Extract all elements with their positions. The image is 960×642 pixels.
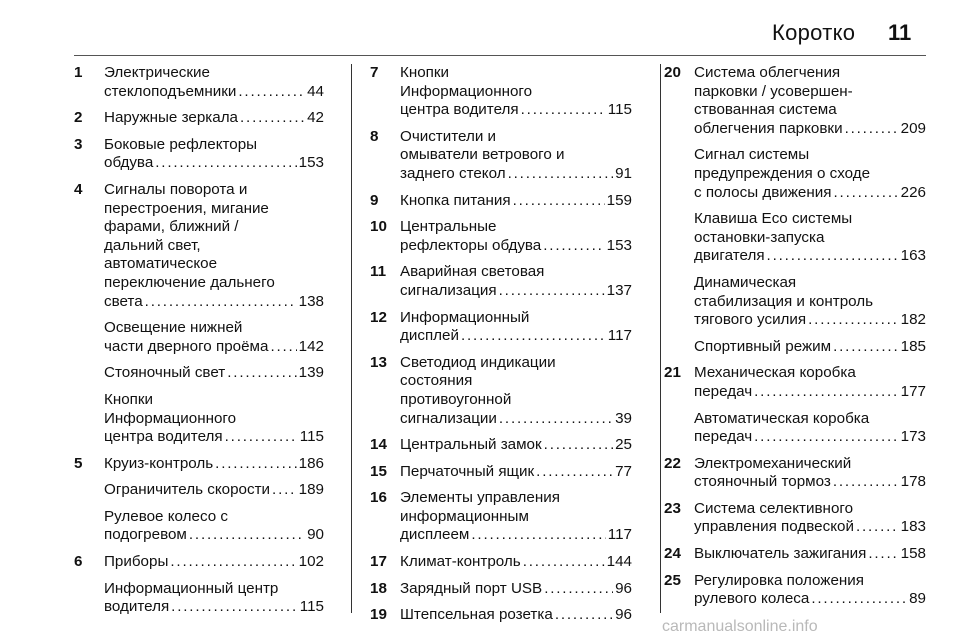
entry-line bbox=[104, 338, 324, 357]
entry-line: предупреждения о сходе bbox=[694, 164, 871, 182]
index-entry bbox=[74, 508, 324, 545]
entry-line bbox=[400, 282, 632, 301]
entry-line: Электромеханический bbox=[694, 454, 852, 472]
entry-text: центра водителя bbox=[400, 101, 519, 119]
dot-leader bbox=[868, 545, 898, 564]
entry-line bbox=[104, 455, 324, 474]
item-number: 9 bbox=[370, 191, 379, 209]
entry-line: Аварийная световая bbox=[400, 263, 545, 281]
entry-text: облегчения парковки bbox=[694, 119, 843, 137]
entry-text: передач bbox=[694, 428, 753, 446]
item-number: 21 bbox=[664, 364, 681, 382]
page-reference: 96 bbox=[615, 606, 632, 624]
dot-leader bbox=[523, 553, 605, 572]
dot-leader bbox=[145, 293, 297, 312]
entry-line: Регулировка положения bbox=[694, 571, 865, 589]
entry-line: парковки / усовершен- bbox=[694, 82, 853, 100]
entry-line: Очистители и bbox=[400, 127, 497, 145]
dot-leader bbox=[461, 327, 606, 346]
entry-line: Система облегчения bbox=[694, 64, 841, 81]
dot-leader bbox=[754, 383, 899, 402]
index-entry bbox=[664, 455, 926, 492]
page-title: Коротко bbox=[772, 20, 856, 45]
page-reference: 153 bbox=[298, 154, 324, 172]
entry-line bbox=[400, 553, 632, 572]
index-entry bbox=[74, 580, 324, 617]
entry-line bbox=[694, 545, 926, 564]
page-reference: 183 bbox=[900, 518, 926, 536]
entry-text: Выключатель зажигания bbox=[694, 545, 867, 563]
entry-text: сигнализация bbox=[400, 281, 497, 299]
entry-line: информационным bbox=[400, 507, 529, 525]
entry-text: тягового усилия bbox=[694, 311, 807, 329]
entry-text: Ограничитель скорости bbox=[104, 481, 271, 499]
entry-line bbox=[400, 327, 632, 346]
entry-line: Сигнал системы bbox=[694, 146, 810, 164]
index-entry bbox=[370, 192, 632, 211]
item-number: 19 bbox=[370, 606, 387, 624]
item-number: 25 bbox=[664, 571, 681, 589]
entry-line bbox=[400, 237, 632, 256]
index-entry bbox=[74, 319, 324, 356]
index-entry bbox=[370, 463, 632, 482]
entry-text: с полосы движения bbox=[694, 183, 832, 201]
entry-line bbox=[400, 101, 632, 120]
dot-leader bbox=[544, 580, 613, 599]
item-number: 2 bbox=[74, 109, 83, 127]
page-reference: 139 bbox=[298, 364, 324, 382]
dot-leader bbox=[189, 526, 305, 545]
index-entry bbox=[370, 354, 632, 428]
item-number: 24 bbox=[664, 545, 681, 563]
entry-text: двигателя bbox=[694, 247, 765, 265]
entry-text: центра водителя bbox=[104, 428, 223, 446]
page-reference: 39 bbox=[615, 409, 632, 427]
page-reference: 115 bbox=[607, 101, 632, 119]
entry-line bbox=[400, 606, 632, 625]
entry-line: омыватели ветрового и bbox=[400, 146, 565, 164]
index-entry bbox=[74, 455, 324, 474]
entry-line: автоматическое bbox=[104, 255, 218, 273]
index-entry bbox=[664, 572, 926, 609]
entry-line bbox=[400, 165, 632, 184]
entry-text: подогревом bbox=[104, 526, 187, 544]
index-entry bbox=[664, 364, 926, 401]
entry-line bbox=[694, 311, 926, 330]
index-column-3 bbox=[664, 64, 926, 614]
index-entry bbox=[664, 338, 926, 357]
item-number: 14 bbox=[370, 436, 387, 454]
dot-leader bbox=[499, 282, 605, 301]
entry-text: сигнализации bbox=[400, 409, 497, 427]
page-reference: 186 bbox=[298, 454, 324, 472]
index-entry bbox=[664, 545, 926, 564]
entry-text: стояночный тормоз bbox=[694, 473, 831, 491]
index-entry bbox=[664, 146, 926, 202]
item-number: 1 bbox=[74, 64, 83, 81]
index-entry bbox=[370, 64, 632, 120]
item-number: 16 bbox=[370, 489, 387, 507]
page-reference: 226 bbox=[900, 183, 926, 201]
index-entry bbox=[370, 218, 632, 255]
item-number: 23 bbox=[664, 499, 681, 517]
entry-line: Рулевое колесо с bbox=[104, 507, 228, 525]
page-reference: 182 bbox=[900, 311, 926, 329]
page-reference: 90 bbox=[307, 526, 324, 544]
entry-text: Стояночный свет bbox=[104, 364, 226, 382]
dot-leader bbox=[508, 165, 614, 184]
entry-line bbox=[400, 526, 632, 545]
dot-leader bbox=[238, 83, 305, 102]
dot-leader bbox=[833, 338, 899, 357]
index-entry bbox=[664, 274, 926, 330]
dot-leader bbox=[499, 410, 613, 429]
index-entry bbox=[74, 391, 324, 447]
dot-leader bbox=[155, 154, 296, 173]
entry-line: Центральные bbox=[400, 218, 497, 236]
entry-text: Наружные зеркала bbox=[104, 109, 239, 127]
entry-line bbox=[400, 192, 632, 211]
dot-leader bbox=[240, 109, 305, 128]
column-divider bbox=[660, 64, 661, 613]
index-entry bbox=[664, 64, 926, 138]
entry-line: Механическая коробка bbox=[694, 364, 856, 382]
entry-text: заднего стекол bbox=[400, 164, 506, 182]
index-entry bbox=[664, 500, 926, 537]
index-column-2 bbox=[370, 64, 632, 624]
entry-text: водителя bbox=[104, 598, 170, 616]
index-entry bbox=[370, 309, 632, 346]
entry-line bbox=[104, 428, 324, 447]
page-reference: 117 bbox=[607, 526, 632, 544]
item-number: 13 bbox=[370, 353, 387, 371]
page-reference: 89 bbox=[909, 590, 926, 608]
dot-leader bbox=[171, 598, 298, 617]
entry-line: Информационный центр bbox=[104, 579, 279, 597]
page-reference: 158 bbox=[900, 545, 926, 563]
entry-line bbox=[400, 463, 632, 482]
entry-line: Сигналы поворота и bbox=[104, 180, 248, 198]
entry-line: переключение дальнего bbox=[104, 273, 275, 291]
page-reference: 115 bbox=[299, 428, 324, 446]
page-reference: 44 bbox=[307, 82, 324, 100]
entry-line: остановки-запуска bbox=[694, 228, 825, 246]
entry-line bbox=[104, 526, 324, 545]
item-number: 3 bbox=[74, 135, 83, 153]
dot-leader bbox=[808, 311, 899, 330]
entry-line bbox=[104, 154, 324, 173]
index-column-1 bbox=[74, 64, 324, 614]
entry-line bbox=[104, 109, 324, 128]
entry-line: Информационный bbox=[400, 308, 530, 326]
entry-line: Динамическая bbox=[694, 273, 797, 291]
page-reference: 137 bbox=[606, 281, 632, 299]
dot-leader bbox=[833, 184, 898, 203]
index-entry bbox=[370, 128, 632, 184]
item-number: 4 bbox=[74, 180, 83, 198]
item-number: 15 bbox=[370, 462, 387, 480]
page-reference: 138 bbox=[298, 292, 324, 310]
index-entry bbox=[370, 553, 632, 572]
page-reference: 42 bbox=[307, 109, 324, 127]
index-entry bbox=[370, 580, 632, 599]
index-entry bbox=[74, 64, 324, 101]
entry-line: фарами, ближний / bbox=[104, 218, 239, 236]
index-entry bbox=[370, 489, 632, 545]
item-number: 20 bbox=[664, 64, 681, 81]
item-number: 18 bbox=[370, 579, 387, 597]
item-number: 11 bbox=[370, 263, 387, 281]
item-number: 22 bbox=[664, 454, 681, 472]
entry-line bbox=[400, 410, 632, 429]
dot-leader bbox=[856, 518, 899, 537]
entry-text: рефлекторы обдува bbox=[400, 236, 542, 254]
entry-line bbox=[694, 338, 926, 357]
dot-leader bbox=[270, 338, 296, 357]
item-number: 5 bbox=[74, 454, 83, 472]
entry-text: части дверного проёма bbox=[104, 337, 269, 355]
page-reference: 153 bbox=[606, 236, 632, 254]
page-reference: 91 bbox=[615, 164, 632, 182]
dot-leader bbox=[521, 101, 606, 120]
dot-leader bbox=[833, 473, 899, 492]
page-reference: 115 bbox=[299, 598, 324, 616]
entry-line bbox=[104, 553, 324, 572]
entry-line: Кнопки bbox=[104, 390, 154, 408]
page-reference: 189 bbox=[298, 481, 324, 499]
header-rule bbox=[74, 55, 926, 56]
dot-leader bbox=[543, 237, 604, 256]
item-number: 8 bbox=[370, 127, 379, 145]
dot-leader bbox=[215, 455, 296, 474]
page-reference: 178 bbox=[900, 473, 926, 491]
index-entry bbox=[74, 481, 324, 500]
entry-line: Кнопки bbox=[400, 64, 450, 81]
entry-line: дальний свет, bbox=[104, 236, 201, 254]
entry-line: Клавиша Eco системы bbox=[694, 210, 853, 228]
page-reference: 102 bbox=[298, 553, 324, 571]
entry-text: Перчаточный ящик bbox=[400, 462, 535, 480]
entry-line: Информационного bbox=[104, 409, 237, 427]
entry-line: ствованная система bbox=[694, 101, 837, 119]
entry-line bbox=[104, 364, 324, 383]
index-entry bbox=[74, 181, 324, 311]
entry-line bbox=[104, 83, 324, 102]
dot-leader bbox=[544, 436, 613, 455]
index-entry bbox=[664, 410, 926, 447]
page-reference: 144 bbox=[606, 553, 632, 571]
entry-line bbox=[694, 590, 926, 609]
dot-leader bbox=[272, 481, 297, 500]
item-number: 12 bbox=[370, 308, 387, 326]
item-number: 17 bbox=[370, 553, 387, 571]
entry-text: управления подвеской bbox=[694, 518, 854, 536]
dot-leader bbox=[811, 590, 907, 609]
entry-text: Штепсельная розетка bbox=[400, 606, 553, 624]
entry-text: Спортивный режим bbox=[694, 337, 832, 355]
entry-line bbox=[400, 580, 632, 599]
page-reference: 173 bbox=[900, 428, 926, 446]
index-entry bbox=[370, 436, 632, 455]
entry-line: Боковые рефлекторы bbox=[104, 135, 258, 153]
dot-leader bbox=[754, 428, 899, 447]
entry-text: стеклоподъемники bbox=[104, 82, 237, 100]
entry-line: противоугонной bbox=[400, 390, 512, 408]
entry-line bbox=[104, 293, 324, 312]
dot-leader bbox=[845, 120, 899, 139]
entry-line bbox=[694, 518, 926, 537]
column-divider bbox=[351, 64, 352, 613]
entry-text: Приборы bbox=[104, 553, 169, 571]
entry-text: Зарядный порт USB bbox=[400, 579, 543, 597]
item-number: 6 bbox=[74, 553, 83, 571]
dot-leader bbox=[471, 526, 605, 545]
page-number: 11 bbox=[888, 20, 912, 45]
dot-leader bbox=[536, 463, 613, 482]
index-entry bbox=[370, 263, 632, 300]
entry-text: Климат-контроль bbox=[400, 553, 521, 571]
entry-line bbox=[694, 473, 926, 492]
entry-text: Центральный замок bbox=[400, 436, 542, 454]
entry-text: передач bbox=[694, 382, 753, 400]
page-reference: 117 bbox=[607, 327, 632, 345]
watermark: carmanualsonline.info bbox=[662, 618, 818, 635]
page-reference: 25 bbox=[615, 436, 632, 454]
index-entry bbox=[74, 136, 324, 173]
page-reference: 142 bbox=[298, 337, 324, 355]
entry-text: дисплеем bbox=[400, 526, 470, 544]
item-number: 7 bbox=[370, 64, 379, 81]
dot-leader bbox=[767, 247, 899, 266]
dot-leader bbox=[170, 553, 296, 572]
entry-line bbox=[694, 383, 926, 402]
entry-text: дисплей bbox=[400, 327, 459, 345]
index-entry bbox=[74, 364, 324, 383]
entry-line bbox=[104, 481, 324, 500]
entry-line bbox=[694, 247, 926, 266]
dot-leader bbox=[225, 428, 298, 447]
entry-line bbox=[694, 120, 926, 139]
entry-line: стабилизация и контроль bbox=[694, 292, 874, 310]
page-reference: 185 bbox=[900, 337, 926, 355]
index-entry bbox=[74, 109, 324, 128]
item-number: 10 bbox=[370, 218, 387, 236]
index-entry bbox=[74, 553, 324, 572]
entry-text: света bbox=[104, 292, 143, 310]
entry-line: Элементы управления bbox=[400, 489, 560, 507]
entry-line: перестроения, мигание bbox=[104, 199, 269, 217]
dot-leader bbox=[513, 192, 605, 211]
entry-text: Кнопка питания bbox=[400, 191, 511, 209]
entry-text: Круиз-контроль bbox=[104, 454, 214, 472]
page-reference: 163 bbox=[900, 247, 926, 265]
index-entry bbox=[370, 606, 632, 625]
entry-line: состояния bbox=[400, 372, 473, 390]
dot-leader bbox=[227, 364, 296, 383]
page-reference: 177 bbox=[900, 382, 926, 400]
entry-line: Освещение нижней bbox=[104, 319, 243, 337]
entry-text: обдува bbox=[104, 154, 154, 172]
page-reference: 209 bbox=[900, 119, 926, 137]
dot-leader bbox=[555, 606, 613, 625]
entry-line bbox=[694, 428, 926, 447]
index-entry bbox=[664, 210, 926, 266]
entry-line bbox=[104, 598, 324, 617]
entry-line: Электрические bbox=[104, 64, 210, 81]
entry-line: Информационного bbox=[400, 82, 533, 100]
entry-line: Автоматическая коробка bbox=[694, 409, 870, 427]
page-reference: 77 bbox=[615, 462, 632, 480]
entry-line: Светодиод индикации bbox=[400, 353, 556, 371]
entry-text: рулевого колеса bbox=[694, 590, 810, 608]
entry-line bbox=[694, 184, 926, 203]
page-reference: 159 bbox=[606, 191, 632, 209]
page-reference: 96 bbox=[615, 579, 632, 597]
entry-line: Система селективного bbox=[694, 499, 854, 517]
entry-line bbox=[400, 436, 632, 455]
